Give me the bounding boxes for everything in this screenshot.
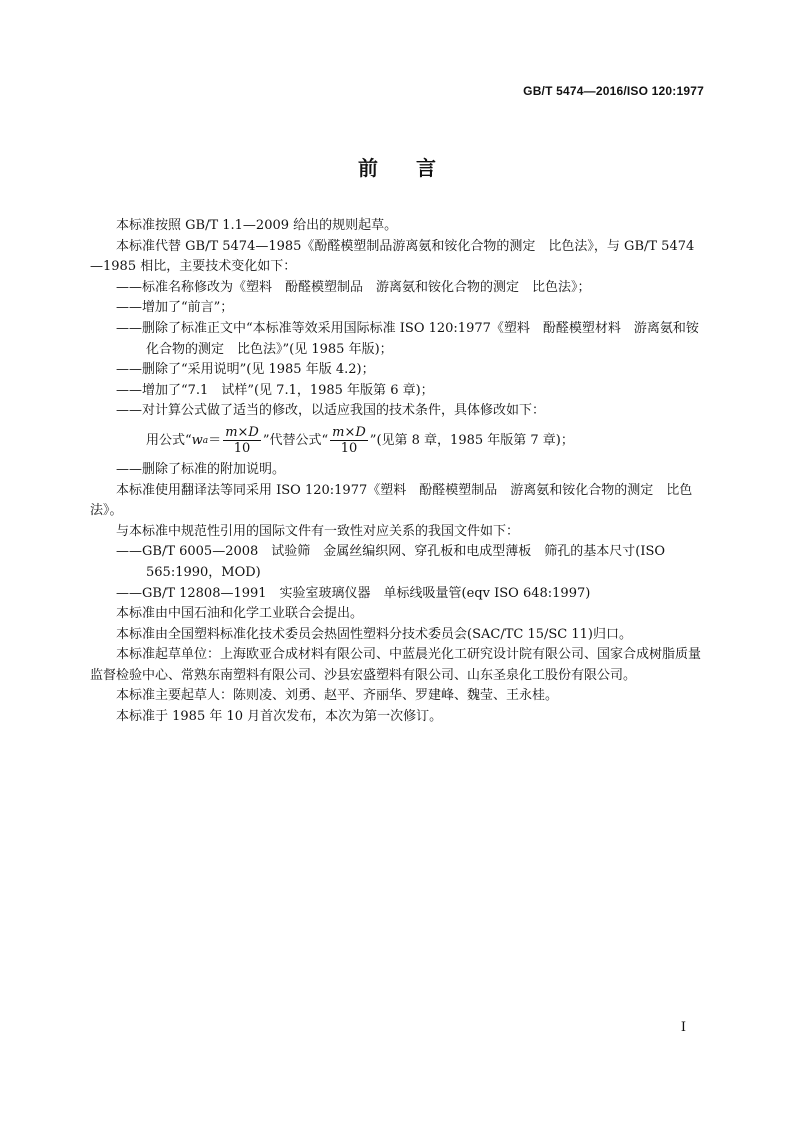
formula-subscript: a	[202, 435, 209, 446]
formula-equals: ＝	[208, 432, 222, 448]
formula-suffix: ”(见第 8 章，1985 年版第 7 章)；	[369, 432, 574, 448]
paragraph: 与本标准中规范性引用的国际文件有一致性对应关系的我国文件如下：	[116, 523, 520, 539]
standard-number: GB/T 5474—2016/ISO 120:1977	[523, 84, 704, 98]
formula-line	[146, 424, 704, 458]
list-item: ——标准名称修改为《塑料 酚醛模塑制品 游离氨和铵化合物的测定 比色法》；	[116, 279, 591, 295]
paragraph: 本标准由中国石油和化学工业联合会提出。	[116, 606, 364, 622]
page-number: I	[680, 1020, 686, 1035]
paragraph: 本标准按照 GB/T 1.1—2009 给出的规则起草。	[116, 218, 398, 233]
paragraph: 本标准代替 GB/T 5474—1985《酚醛模塑制品游离氨和铵化合物的测定 比色法》，与 GB/T 5474—1985 相比，主要技术变化如下：	[90, 238, 695, 275]
fraction-denominator: 10	[233, 441, 251, 457]
formula-middle: ”代替公式“	[262, 432, 329, 448]
page-title: 前言	[358, 156, 474, 180]
paragraph: 本标准于 1985 年 10 月首次发布，本次为第一次修订。	[116, 709, 443, 725]
list-item: ——删除了标准正文中“本标准等效采用国际标准 ISO 120:1977《塑料 酚醛模塑材料 游离氨和铵化合物的测定 比色法》”(见 1985 年版)；	[116, 320, 699, 357]
paragraph: 本标准主要起草人：陈则凌、刘勇、赵平、齐丽华、罗建峰、魏莹、王永桂。	[116, 688, 559, 704]
fraction-numerator: m×D	[332, 425, 366, 441]
paragraph: 本标准使用翻译法等同采用 ISO 120:1977《塑料 酚醛模塑制品 游离氨和铵化合物的测定 比色法》。	[90, 482, 693, 519]
formula-prefix: 用公式“	[146, 432, 192, 448]
list-item: ——对计算公式做了适当的修改，以适应我国的技术条件，具体修改如下：	[116, 403, 546, 419]
paragraph: 本标准起草单位：上海欧亚合成材料有限公司、中蓝晨光化工研究设计院有限公司、国家合成树脂质量监督检验中心、常熟东南塑料有限公司、沙县宏盛塑料有限公司、山东圣泉化工股份有限公司。	[90, 647, 702, 683]
list-item: ——增加了“7.1 试样”(见 7.1，1985 年版第 6 章)；	[116, 382, 434, 398]
paragraph: 本标准由全国塑料标准化技术委员会热固性塑料分技术委员会(SAC/TC 15/SC 11)归口。	[116, 626, 632, 642]
list-item: ——删除了“采用说明”(见 1985 年版 4.2)；	[116, 362, 375, 378]
fraction	[223, 425, 261, 456]
document-body	[90, 216, 704, 728]
list-item: ——GB/T 12808—1991 实验室玻璃仪器 单标线吸量管(eqv ISO 648:1997)	[116, 585, 591, 601]
list-item: ——删除了标准的附加说明。	[116, 461, 286, 477]
fraction	[330, 425, 368, 456]
list-item: ——增加了“前言”；	[116, 300, 234, 316]
fraction-numerator: m×D	[225, 425, 259, 441]
list-item: ——GB/T 6005—2008 试验筛 金属丝编织网、穿孔板和电成型薄板 筛孔的基本尺寸(ISO 565:1990，MOD)	[116, 544, 666, 580]
fraction-denominator: 10	[340, 441, 358, 457]
formula-variable: w	[191, 432, 203, 448]
